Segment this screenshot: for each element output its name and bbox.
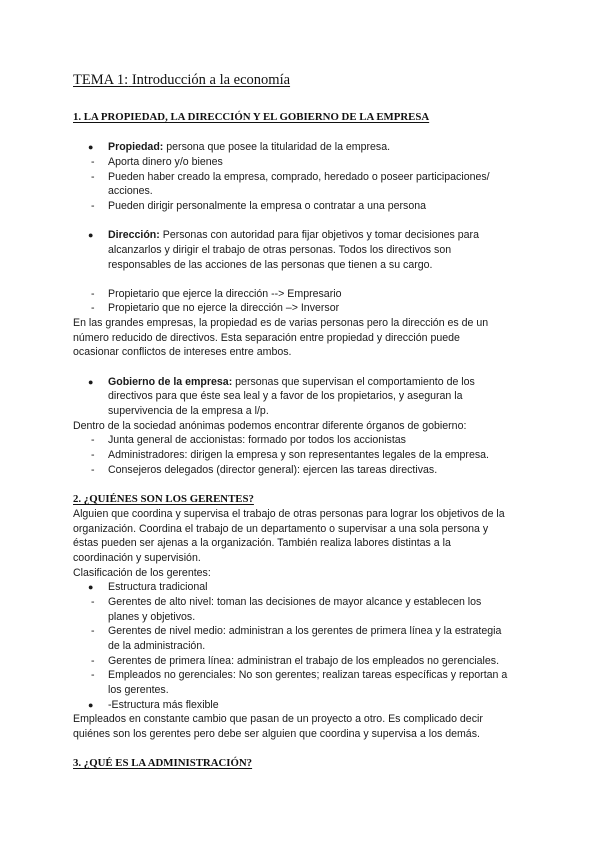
paragraph-line: Dentro de la sociedad anónimas podemos encontrar diferente órganos de gobierno: <box>73 420 467 432</box>
section-2-heading: 2. ¿QUIÉNES SON LOS GERENTES? <box>73 493 254 505</box>
dash-icon: - <box>91 449 95 461</box>
direccion-label: Dirección: <box>108 229 160 241</box>
direccion-line-1 <box>108 229 479 242</box>
dash-icon: - <box>91 156 95 168</box>
dash-icon: - <box>91 200 95 212</box>
paragraph-line: Alguien que coordina y supervisa el trabajo de otras personas para lograr los objetivos de la <box>73 508 505 520</box>
gerente-item: Gerentes de nivel medio: administran a los gerentes de primera línea y la estrategia <box>108 625 502 637</box>
dash-icon: - <box>91 171 95 183</box>
paragraph-line: éstas pueden ser ajenas a la organización. También realiza labores distintas a la <box>73 537 451 549</box>
dash-icon: - <box>91 288 95 300</box>
title-main: TEMA 1: <box>73 72 129 88</box>
propiedad-item-cont: acciones. <box>108 185 153 197</box>
paragraph-line: número reducido de directivos. Esta separación entre propiedad y dirección puede <box>73 332 460 344</box>
gerente-item-cont: de la administración. <box>108 640 206 652</box>
paragraph-line: En las grandes empresas, la propiedad es de varias personas pero la dirección es de un <box>73 317 489 329</box>
gobierno-line-1 <box>108 376 475 389</box>
paragraph-line: quiénes son los gerentes pero debe ser alguien que coordina y supervisa a los demás. <box>73 728 480 740</box>
direccion-item: Propietario que ejerce la dirección --> Empresario <box>108 288 342 300</box>
gerente-item: Empleados no gerenciales: No son gerentes; realizan tareas específicas y reportan a <box>108 669 508 681</box>
propiedad-label: Propiedad: <box>108 141 164 153</box>
section-3-heading: 3. ¿QUÉ ES LA ADMINISTRACIÓN? <box>73 757 253 769</box>
bullet-icon: ● <box>88 700 94 710</box>
bullet-icon: ● <box>88 377 94 387</box>
propiedad-text: persona que posee la titularidad de la empresa. <box>163 141 391 153</box>
direccion-item: Propietario que no ejerce la dirección –> Inversor <box>108 302 340 314</box>
propiedad-line <box>108 141 390 154</box>
gobierno-label: Gobierno de la empresa: <box>108 376 233 388</box>
dash-icon: - <box>91 655 95 667</box>
paragraph-line: ocasionar conflictos de intereses entre ambos. <box>73 346 292 358</box>
bullet-icon: ● <box>88 230 94 240</box>
dash-icon: - <box>91 625 95 637</box>
dash-icon: - <box>91 669 95 681</box>
gerente-item-cont: planes y objetivos. <box>108 611 196 623</box>
gobierno-text: personas que supervisan el comportamiento de los <box>232 376 475 388</box>
propiedad-item: Pueden haber creado la empresa, comprado, heredado o poseer participaciones/ <box>108 171 490 183</box>
paragraph-line: coordinación y supervisión. <box>73 552 201 564</box>
dash-icon: - <box>91 302 95 314</box>
gerente-item: Gerentes de primera línea: administran el trabajo de los empleados no gerenciales. <box>108 655 500 667</box>
section-1-heading: 1. LA PROPIEDAD, LA DIRECCIÓN Y EL GOBIERNO DE LA EMPRESA <box>73 111 430 123</box>
page-title <box>73 72 290 89</box>
paragraph-line: Empleados en constante cambio que pasan de un proyecto a otro. Es complicado decir <box>73 713 483 725</box>
direccion-line-2: alcanzarlos y dirigir el trabajo de otras personas. Todos los directivos son <box>108 244 452 256</box>
estructura-tradicional: Estructura tradicional <box>108 581 208 593</box>
bullet-icon: ● <box>88 582 94 592</box>
direccion-text: Personas con autoridad para fijar objetivos y tomar decisiones para <box>159 229 479 241</box>
gobierno-line-2: directivos para que éste sea leal y a favor de los propietarios, y aseguran la <box>108 390 463 402</box>
clasificacion-label: Clasificación de los gerentes: <box>73 567 211 579</box>
propiedad-item: Pueden dirigir personalmente la empresa o contratar a una persona <box>108 200 427 212</box>
title-rest: Introducción a la economía <box>128 72 291 88</box>
organo-item: Consejeros delegados (director general): ejercen las tareas directivas. <box>108 464 438 476</box>
gobierno-line-3: supervivencia de la empresa a l/p. <box>108 405 269 417</box>
estructura-flexible: -Estructura más flexible <box>108 699 219 711</box>
organo-item: Junta general de accionistas: formado por todos los accionistas <box>108 434 406 446</box>
gerente-item: Gerentes de alto nivel: toman las decisiones de mayor alcance y establecen los <box>108 596 482 608</box>
dash-icon: - <box>91 434 95 446</box>
dash-icon: - <box>91 596 95 608</box>
paragraph-line: organización. Coordina el trabajo de un departamento o supervisar a una sola persona y <box>73 523 489 535</box>
bullet-icon: ● <box>88 142 94 152</box>
propiedad-item: Aporta dinero y/o bienes <box>108 156 223 168</box>
direccion-line-3: responsables de las acciones de las personas que tienen a su cargo. <box>108 259 433 271</box>
organo-item: Administradores: dirigen la empresa y son representantes legales de la empresa. <box>108 449 489 461</box>
gerente-item-cont: los gerentes. <box>108 684 169 696</box>
dash-icon: - <box>91 464 95 476</box>
